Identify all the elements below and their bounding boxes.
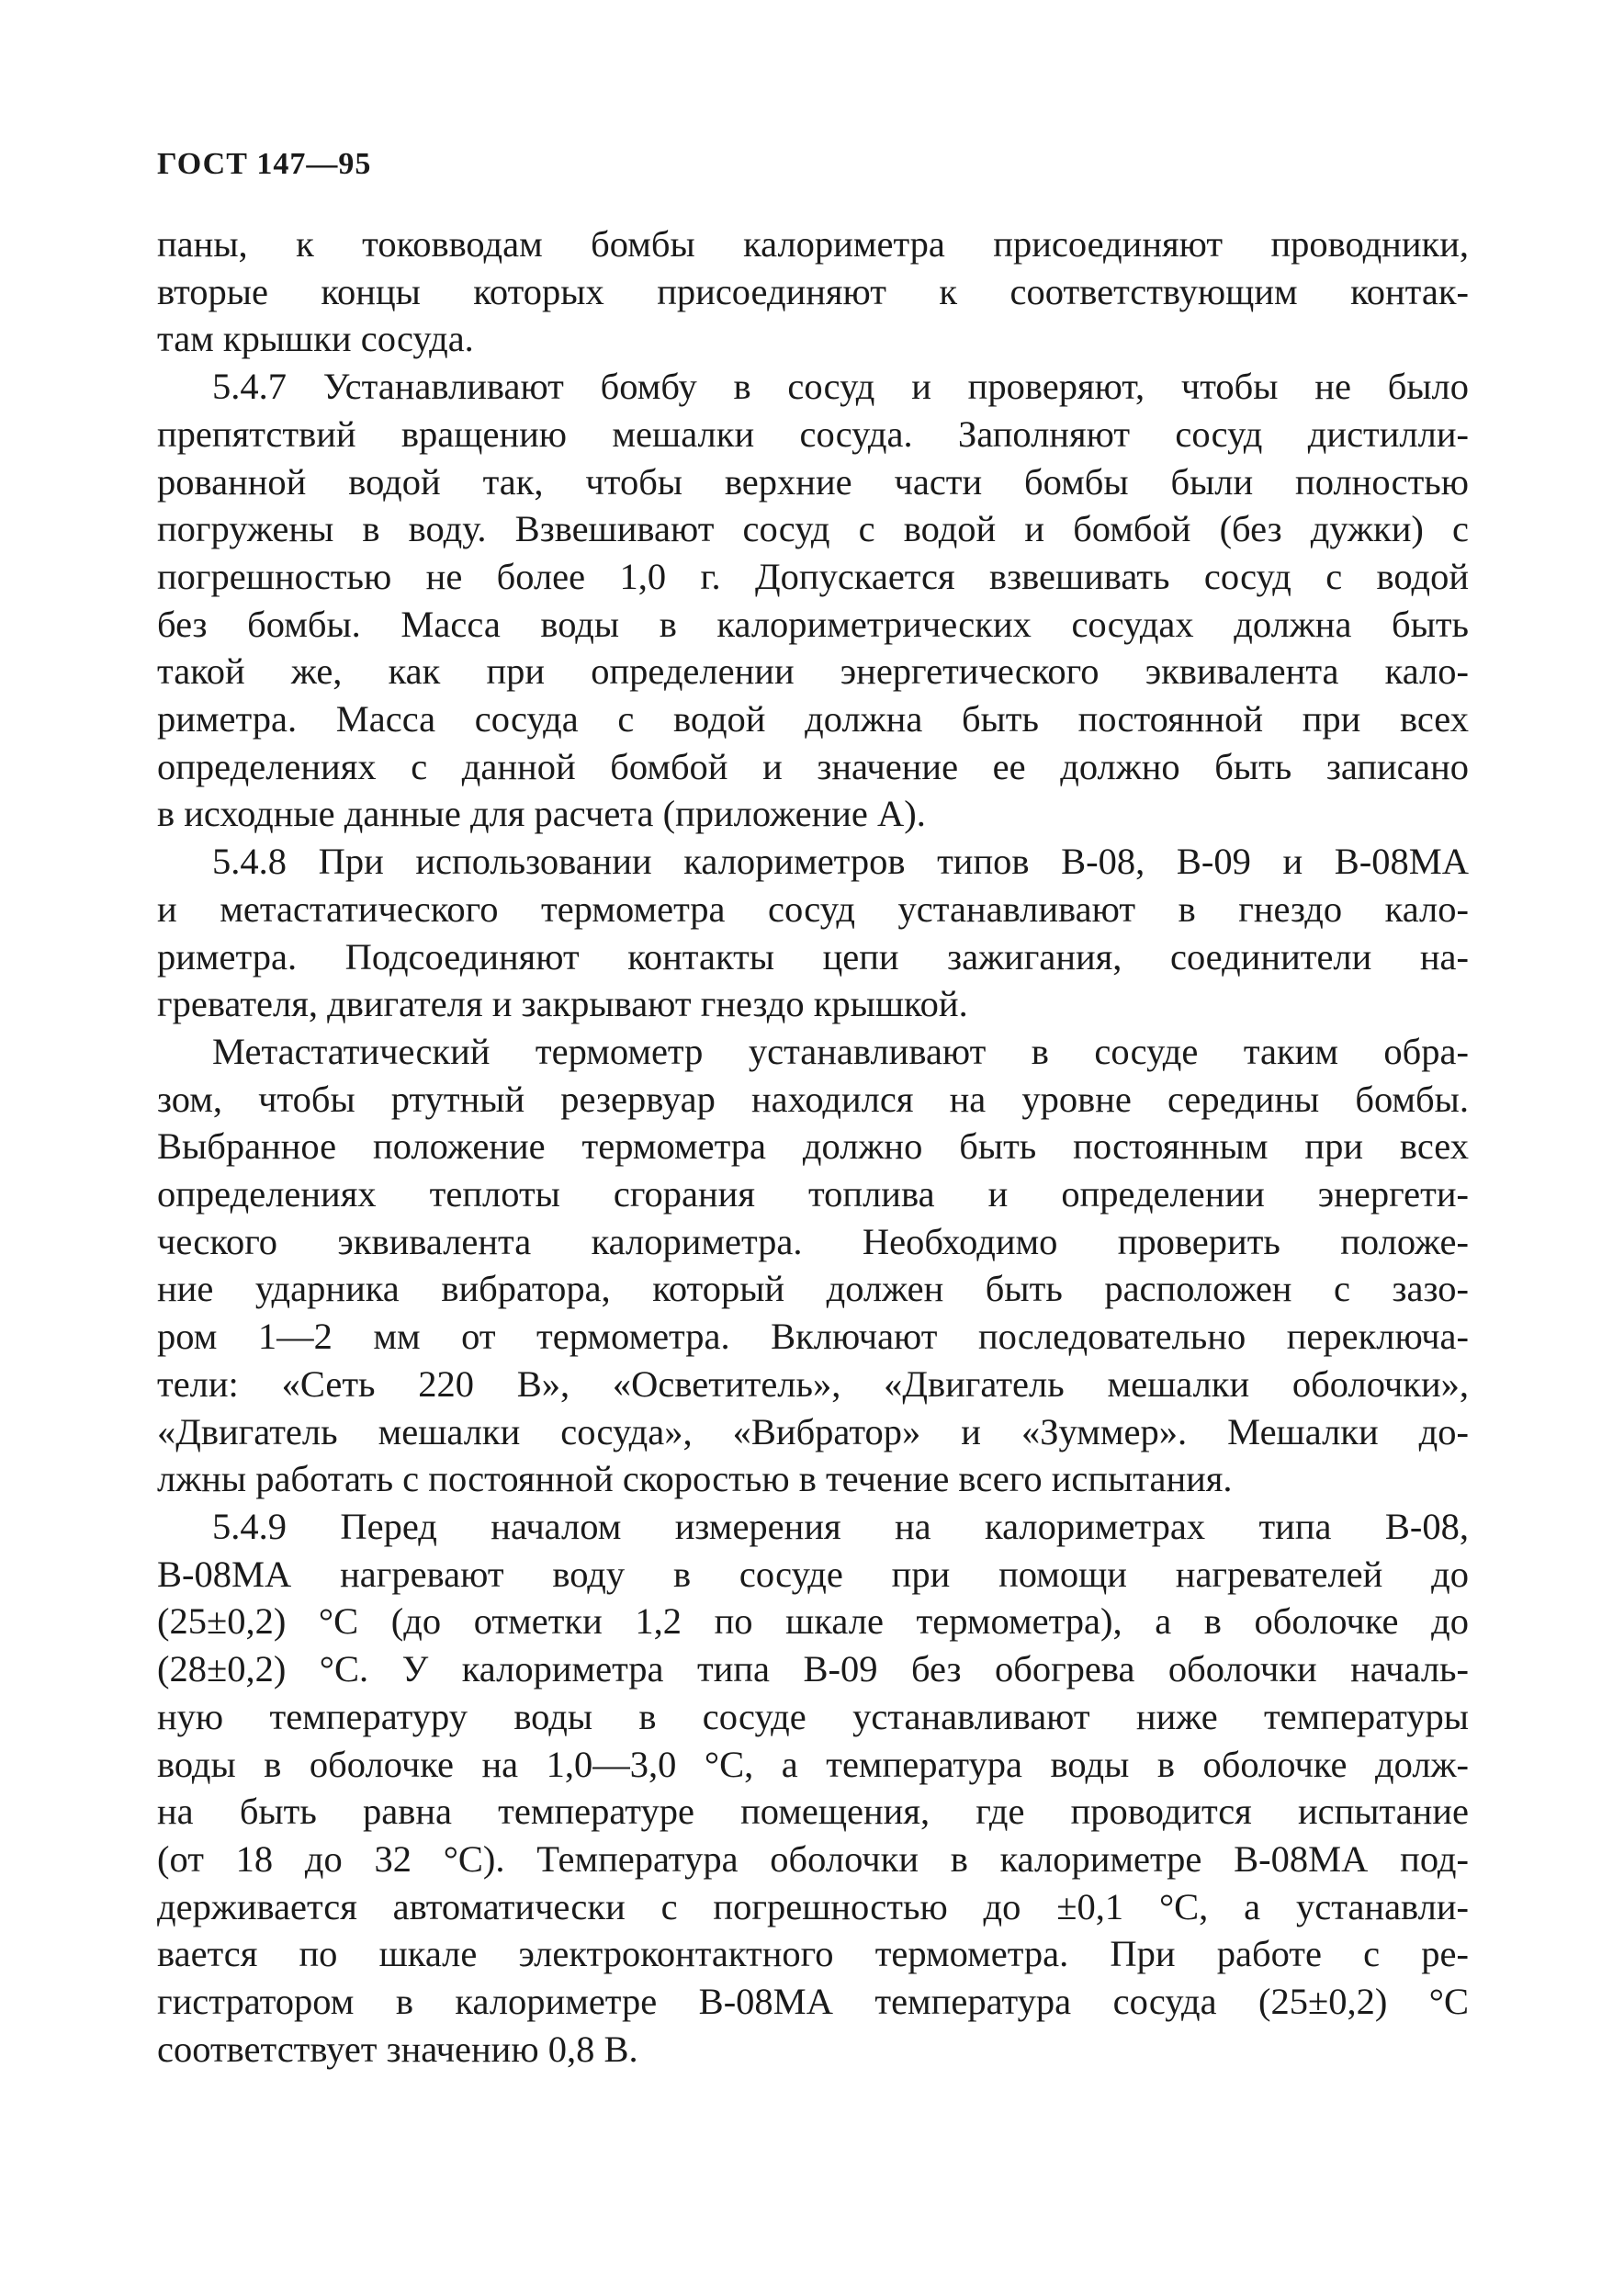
text-line: воды в оболочке на 1,0—3,0 °С, а температура воды в оболочке долж- [157,1743,1469,1785]
text-line: определениях с данной бомбой и значение ее должно быть записано [157,745,1469,787]
text-line: гревателя, двигателя и закрывают гнездо крышкой. [157,983,968,1025]
text-line: препятствий вращению мешалки сосуда. Заполняют сосуд дистилли- [157,412,1469,455]
text-line: ную температуру воды в сосуде устанавливают ниже температуры [157,1695,1469,1737]
text-line: без бомбы. Масса воды в калориметрических сосудах должна быть [157,603,1469,645]
text-line: 5.4.7 Устанавливают бомбу в сосуд и проверяют, чтобы не было [212,366,1469,408]
text-line: лжны работать с постоянной скоростью в течение всего испытания. [157,1458,1233,1500]
text-line: «Двигатель мешалки сосуда», «Вибратор» и «Зуммер». Мешалки до- [157,1410,1469,1452]
text-line: вается по шкале электроконтактного термометра. При работе с ре- [157,1933,1469,1975]
text-line: 5.4.9 Перед началом измерения на калориметрах типа В-08, [212,1505,1469,1547]
text-line: ром 1—2 мм от термометра. Включают последовательно переключа- [157,1316,1469,1358]
text-line: такой же, как при определении энергетического эквивалента кало- [157,650,1469,693]
text-line: соответствует значению 0,8 В. [157,2028,638,2070]
text-line: там крышки сосуда. [157,318,474,360]
text-line: паны, к токовводам бомбы калориметра присоединяют проводники, [157,223,1469,265]
text-line: 5.4.8 При использовании калориметров типов В-08, В-09 и В-08МА [212,841,1469,883]
text-line: на быть равна температуре помещения, где проводится испытание [157,1791,1469,1833]
text-line: В-08МА нагревают воду в сосуде при помощи нагревателей до [157,1553,1469,1595]
text-line: зом, чтобы ртутный резервуар находился на уровне середины бомбы. [157,1078,1469,1120]
page-header: ГОСТ 147—95 [157,147,372,181]
text-line: Выбранное положение термометра должно быть постоянным при всех [157,1125,1469,1168]
body-text [157,220,1469,2073]
text-line: определениях теплоты сгорания топлива и определении энергети- [157,1173,1469,1215]
text-line: ние ударника вибратора, который должен быть расположен с зазо- [157,1268,1469,1310]
text-line: рованной водой так, чтобы верхние части бомбы были полностью [157,460,1469,503]
text-line: погрешностью не более 1,0 г. Допускается взвешивать сосуд с водой [157,555,1469,597]
text-line: риметра. Подсоединяют контакты цепи зажигания, соединители на- [157,935,1469,977]
text-line: вторые концы которых присоединяют к соответствующим контак- [157,270,1469,312]
text-line: (28±0,2) °С. У калориметра типа В-09 без обогрева оболочки началь- [157,1648,1469,1690]
text-line: гистратором в калориметре В-08МА температура сосуда (25±0,2) °С [157,1981,1469,2023]
text-line: держивается автоматически с погрешностью до ±0,1 °С, а устанавли- [157,1885,1469,1927]
text-line: тели: «Сеть 220 В», «Осветитель», «Двигатель мешалки оболочки», [157,1362,1469,1405]
text-line: и метастатического термометра сосуд устанавливают в гнездо кало- [157,887,1469,930]
text-line: Метастатический термометр устанавливают в сосуде таким обра- [212,1030,1469,1072]
text-line: (от 18 до 32 °С). Температура оболочки в калориметре В-08МА под- [157,1837,1469,1880]
text-line: погружены в воду. Взвешивают сосуд с водой и бомбой (без дужки) с [157,508,1469,550]
text-line: ческого эквивалента калориметра. Необходимо проверить положе- [157,1220,1469,1262]
text-line: риметра. Масса сосуда с водой должна быть постоянной при всех [157,698,1469,740]
text-line: (25±0,2) °С (до отметки 1,2 по шкале термометра), а в оболочке до [157,1600,1469,1643]
text-line: в исходные данные для расчета (приложение А). [157,793,926,835]
